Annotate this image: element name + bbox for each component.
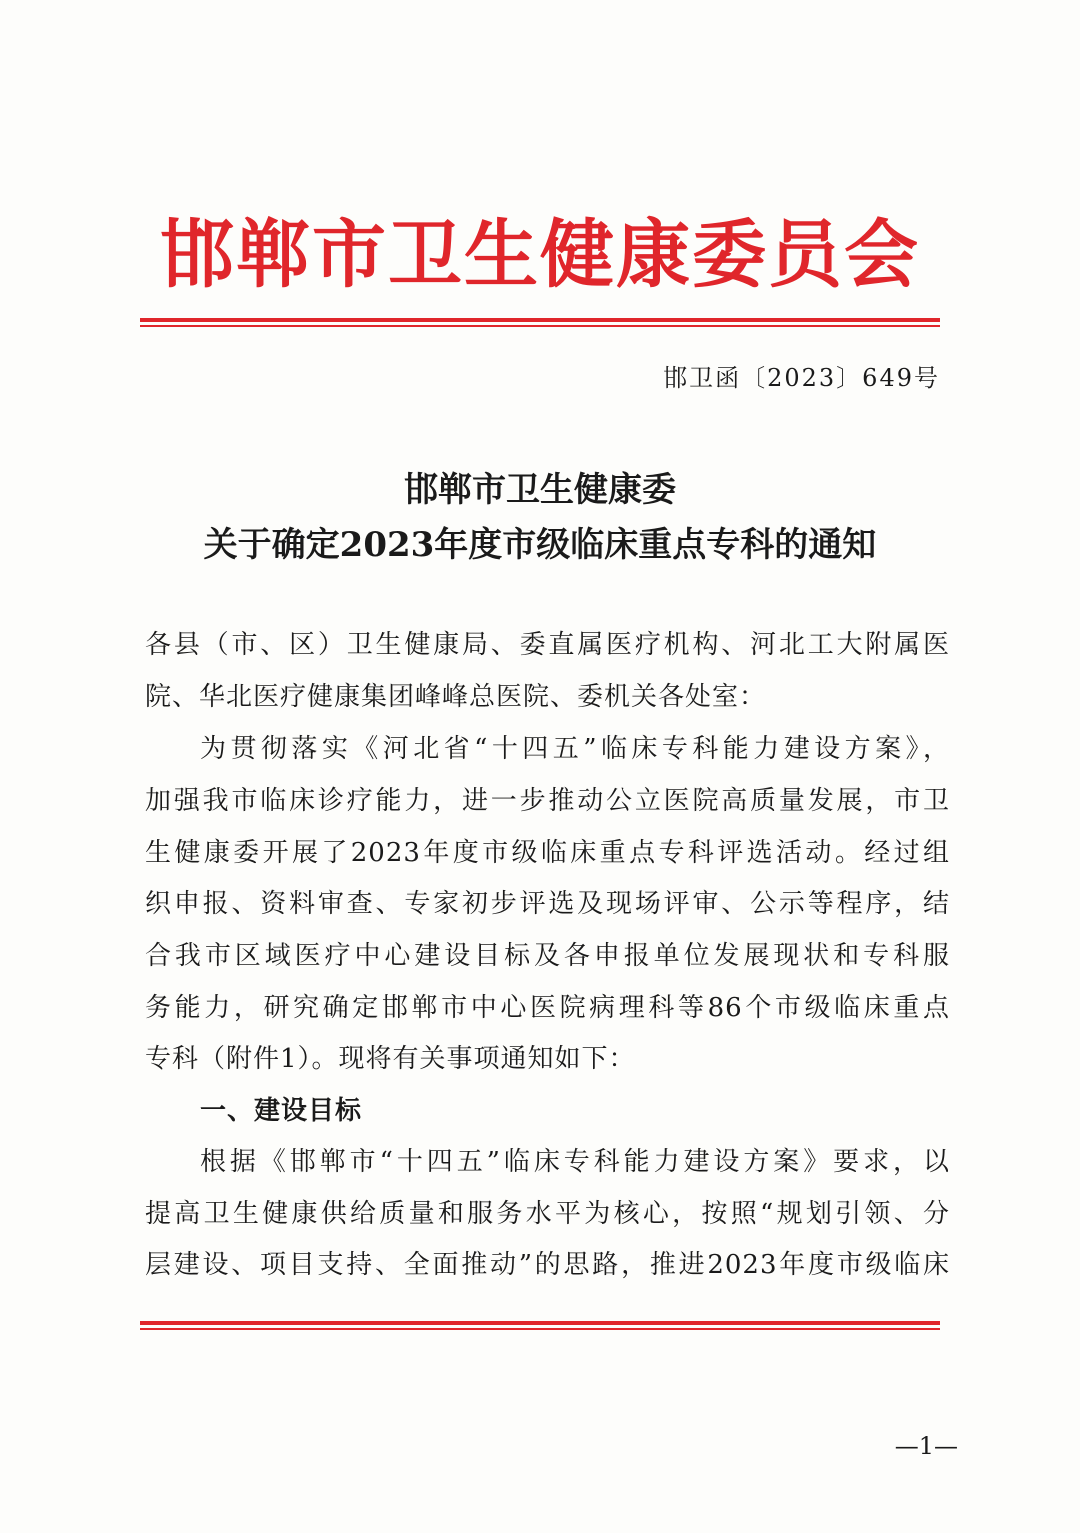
page-number: —1— bbox=[894, 1432, 958, 1460]
body-line: 生健康委开展了2023年度市级临床重点专科评选活动。经过组 bbox=[145, 838, 950, 868]
body-line: 织申报、资料审查、专家初步评选及现场评审、公示等程序，结 bbox=[145, 889, 950, 919]
document-title-line-1: 邯郸市卫生健康委 bbox=[404, 470, 676, 510]
body-line: 层建设、项目支持、全面推动”的思路，推进2023年度市级临床 bbox=[145, 1250, 950, 1280]
body-line: 提高卫生健康供给质量和服务水平为核心，按照“规划引领、分 bbox=[145, 1199, 950, 1229]
document-number: 邯卫函〔2023〕649号 bbox=[663, 364, 940, 392]
body-line: 合我市区域医疗中心建设目标及各申报单位发展现状和专科服 bbox=[145, 941, 950, 971]
footer-red-rule bbox=[140, 1321, 940, 1330]
document-title-line-2: 关于确定2023年度市级临床重点专科的通知 bbox=[203, 525, 877, 565]
header-red-rule bbox=[140, 318, 940, 327]
issuer-name: 邯郸市卫生健康委员会 bbox=[160, 212, 920, 298]
body-line: 专科（附件1）。现将有关事项通知如下： bbox=[145, 1044, 636, 1074]
section-heading: 一、建设目标 bbox=[200, 1096, 363, 1126]
addressee-line-1: 各县（市、区）卫生健康局、委直属医疗机构、河北工大附属医 bbox=[145, 630, 950, 660]
addressee-line-2: 院、华北医疗健康集团峰峰总医院、委机关各处室： bbox=[145, 682, 767, 712]
body-line: 为贯彻落实《河北省“十四五”临床专科能力建设方案》， bbox=[200, 734, 950, 764]
body-line: 加强我市临床诊疗能力，进一步推动公立医院高质量发展，市卫 bbox=[145, 786, 950, 816]
body-line: 务能力，研究确定邯郸市中心医院病理科等86个市级临床重点 bbox=[145, 993, 950, 1023]
body-line: 根据《邯郸市“十四五”临床专科能力建设方案》要求，以 bbox=[200, 1147, 950, 1177]
